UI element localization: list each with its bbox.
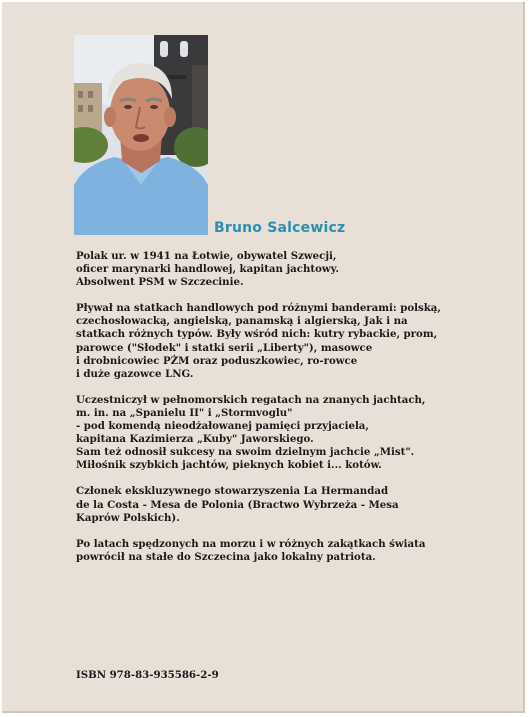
bio-paragraph	[76, 394, 516, 473]
bio-line: - pod komendą nieodżałowanej pamięci przyjaciela,	[76, 420, 369, 433]
book-back-cover	[2, 2, 525, 713]
bio-line: i drobnicowiec PŻM oraz poduszkowiec, ro-rowce	[76, 354, 358, 367]
bio-line: powrócił na stałe do Szczecina jako lokalny patriota.	[76, 550, 376, 563]
bio-line: Uczestniczył w pełnomorskich regatach na znanych jachtach,	[76, 393, 426, 406]
bio-paragraph	[76, 302, 516, 381]
bio-line: Polak ur. w 1941 na Łotwie, obywatel Szwecji,	[76, 250, 337, 262]
bio-line: Kaprów Polskich).	[76, 511, 180, 524]
bio-line: m. in. na „Spanielu II" i „Stormvoglu"	[76, 406, 293, 419]
bio-line: i duże gazowce LNG.	[76, 367, 194, 380]
bio-paragraph	[76, 250, 516, 289]
bio-line: kapitana Kazimierza „Kuby" Jaworskiego.	[76, 433, 314, 446]
bio-line: statkach różnych typów. Były wśród nich: kutry rybackie, prom,	[76, 328, 438, 341]
bio-line: oficer marynarki handlowej, kapitan jachtowy.	[76, 263, 339, 276]
bio-line: parowce ("Słodek" i statki serii „Liberty"), masowce	[76, 341, 373, 354]
bio-line: Po latach spędzonych na morzu i w różnych zakątkach świata	[76, 537, 426, 550]
bio-paragraph	[76, 485, 516, 524]
author-portrait-image	[74, 35, 208, 235]
author-photo	[74, 35, 208, 235]
isbn-number: ISBN 978-83-935586-2-9	[76, 669, 219, 681]
bio-line: Miłośnik szybkich jachtów, pieknych kobiet i... kotów.	[76, 459, 382, 472]
bio-line: de la Costa - Mesa de Polonia (Bractwo Wybrzeża - Mesa	[76, 498, 399, 511]
author-bio	[76, 250, 516, 577]
author-name: Bruno Salcewicz	[214, 220, 346, 236]
bio-line: Członek ekskluzywnego stowarzyszenia La Hermandad	[76, 485, 389, 498]
bio-line: Pływał na statkach handlowych pod różnymi banderami: polską,	[76, 302, 441, 315]
bio-line: Sam też odnosił sukcesy na swoim dzielnym jachcie „Mist".	[76, 446, 415, 459]
bio-paragraph	[76, 538, 516, 564]
bio-line: czechosłowacką, angielską, panamską i algierską, Jak i na	[76, 315, 408, 328]
bio-line: Absolwent PSM w Szczecinie.	[76, 276, 244, 289]
